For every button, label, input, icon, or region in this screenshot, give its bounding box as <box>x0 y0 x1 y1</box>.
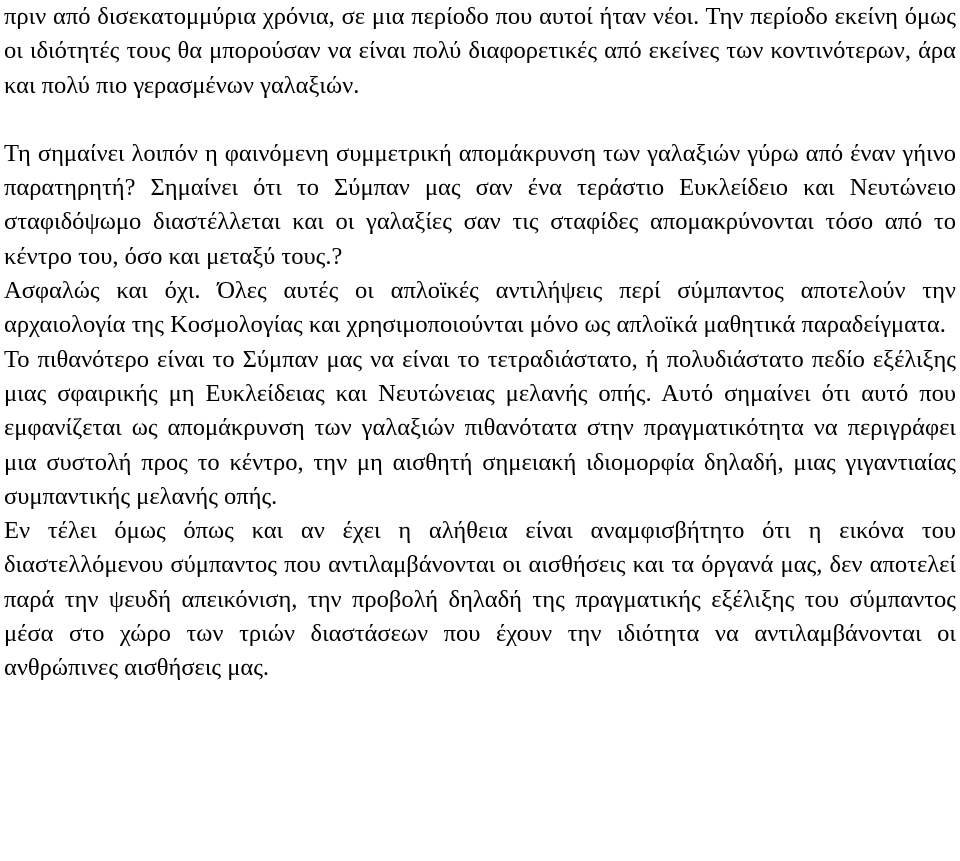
paragraph-question: Τη σημαίνει λοιπόν η φαινόμενη συμμετρική απομάκρυνση των γαλαξιών γύρω από έναν γήινο παρατηρητή? Σημαίνει ότι το Σύμπαν μας σαν ένα τεράστιο Ευκλείδειο και Νευτώνειο σταφιδόψωμο διαστέλλεται και οι γαλαξίες σαν τις σταφίδες απομακρύνονται τόσο από το κέντρο του, όσο και μεταξύ τους.? <box>4 139 956 270</box>
paragraph-spacer <box>4 103 956 137</box>
paragraph-black-hole: Το πιθανότερο είναι το Σύμπαν μας να είναι το τετραδιάστατο, ή πολυδιάστατο πεδίο εξέλιξης μιας σφαιρικής μη Ευκλείδειας και Νευτώνειας μελανής οπής. Αυτό σημαίνει ότι αυτό που εμφανίζεται ως απομάκρυνση των γαλαξιών πιθανότατα στην πραγματικότητα να περιγράφει μια συστολή προς το κέντρο, την μη αισθητή σημειακή ιδιομορφία δηλαδή, μιας γιγαντιαίας συμπαντικής μελανής οπής. <box>4 345 956 510</box>
paragraph-conclusion: Εν τέλει όμως όπως και αν έχει η αλήθεια είναι αναμφισβήτητο ότι η εικόνα του διαστελλόμενου σύμπαντος που αντιλαμβάνονται οι αισθήσεις και τα όργανά μας, δεν αποτελεί παρά την ψευδή απεικόνιση, την προβολή δηλαδή της πραγματικής εξέλιξης του σύμπαντος μέσα στο χώρο των τριών διαστάσεων που έχουν την ιδιότητα να αντιλαμβάνονται οι ανθρώπινες αισθήσεις μας. <box>4 517 956 682</box>
paragraph-answer: Ασφαλώς και όχι. Όλες αυτές οι απλοϊκές αντιλήψεις περί σύμπαντος αποτελούν την αρχαιολογία της Κοσμολογίας και χρησιμοποιούνται μόνο ως απλοϊκά μαθητικά παραδείγματα. <box>4 277 956 339</box>
paragraph-intro: πριν από δισεκατομμύρια χρόνια, σε μια περίοδο που αυτοί ήταν νέοι. Την περίοδο εκείνη όμως οι ιδιότητές τους θα μπορούσαν να είναι πολύ διαφορετικές από εκείνες των κοντινότερων, άρα και πολύ πιο γερασμένων γαλαξιών. <box>4 3 956 99</box>
document-page <box>4 0 956 686</box>
